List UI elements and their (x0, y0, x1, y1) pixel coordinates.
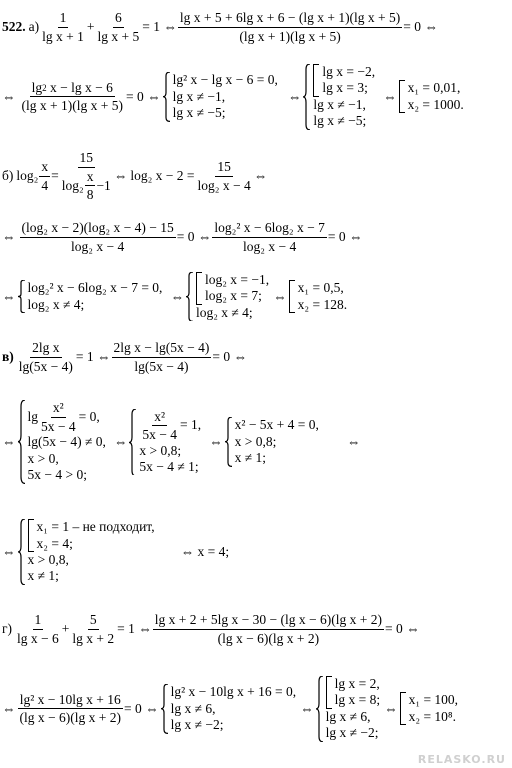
answer-line: x₂ = 10⁸. (408, 708, 457, 724)
answer-line: x₁ = 0,5, (297, 280, 344, 296)
num-part: x − lg x − 6 (46, 79, 113, 95)
system-line: log₂ x ≠ 4; (195, 304, 253, 320)
system-line: x₂ = 4; (36, 535, 73, 551)
system-line-tail: = 0, (78, 409, 100, 425)
part-v-line3 (2, 502, 229, 602)
system (161, 684, 297, 733)
equals-equiv: = 1 ⇔ (75, 349, 111, 365)
system (303, 64, 375, 130)
numerator: x (39, 159, 50, 177)
system-line: lg x ≠ −1, (172, 88, 226, 104)
answer-line: x₂ = 1000. (407, 96, 464, 112)
numerator: lg x + 2 + 5lg x − 30 − (lg x − 6)(lg x + 2) (153, 612, 384, 630)
numerator: 15 (78, 150, 96, 168)
equiv-arrow: ⇔ (287, 88, 302, 104)
log-base-2: log₂ (61, 177, 84, 193)
fraction (70, 612, 116, 646)
denominator: 5x − 4 (41, 418, 76, 434)
fraction (18, 692, 123, 726)
numerator: 15 (215, 159, 233, 177)
equals-equiv: = 1 ⇔ (142, 19, 177, 35)
watermark: RELASKO.RU (417, 753, 506, 766)
answer-line: x₂ = 128. (297, 296, 348, 312)
equiv-arrow: ⇔ (273, 288, 287, 304)
numerator: lg² x − 10lg x + 16 (18, 692, 123, 710)
fraction (112, 340, 212, 374)
part-a-line2 (2, 64, 468, 130)
problem-number: 522. (2, 19, 26, 35)
system-line: lg x = 2, (334, 676, 380, 691)
fraction (15, 612, 61, 646)
denominator: 8 (86, 187, 94, 203)
system (18, 280, 163, 313)
system-line: lg x ≠ −2; (325, 725, 379, 741)
denominator: 4 (41, 177, 49, 193)
equiv-arrow: ⇔ (253, 168, 268, 184)
denominator: (lg x + 1)(lg x + 5) (239, 28, 341, 44)
system-line: x > 0, (27, 450, 59, 466)
numerator: (log₂ x − 2)(log₂ x − 4) − 15 (20, 220, 176, 238)
fraction (85, 169, 96, 203)
system-line: x² − 5x + 4 = 0, (234, 417, 319, 433)
equiv-arrow: ⇔ (209, 434, 223, 449)
bracket-icon (400, 692, 406, 725)
equiv-arrow: ⇔ (346, 434, 361, 449)
denominator: log₂ x − 4 (243, 238, 297, 254)
numerator: 2lg x (30, 340, 61, 358)
den-tail: −1 (96, 177, 111, 193)
system (18, 400, 106, 483)
answer-set (400, 692, 458, 725)
system-line: log₂ x ≠ 4; (27, 296, 85, 312)
result: ⇔ x = 4; (180, 544, 230, 559)
equation-text: log₂ x − 2 = (130, 168, 195, 184)
brace-icon (163, 72, 171, 121)
numerator: x² (51, 400, 66, 418)
system-line: x₁ = 1 – не подходит, (36, 519, 155, 535)
denominator: log₂ x − 4 (71, 238, 125, 254)
brace-icon (303, 64, 311, 130)
numerator: 5 (88, 612, 99, 630)
numerator: lg 2 x − lg x − 6 (30, 80, 115, 98)
denominator (60, 168, 113, 203)
log-base-2: log₂ (16, 168, 39, 184)
fraction (17, 340, 75, 374)
equiv-arrow: ⇔ (170, 288, 184, 304)
denominator: 5x − 4 (142, 427, 178, 443)
denominator: lg x + 1 (42, 28, 84, 44)
numerator: log₂² x − 6log₂ x − 7 (212, 220, 326, 238)
part-v-line1 (2, 340, 247, 374)
denominator: lg(5x − 4) (18, 358, 73, 374)
fraction (20, 80, 125, 114)
system-line: lg² x − lg x − 6 = 0, (172, 72, 278, 88)
system-line: lg x ≠ −5; (172, 105, 226, 121)
part-a-label: а) (28, 19, 40, 35)
fraction (178, 10, 402, 44)
fraction (60, 150, 113, 203)
bracket-icon (28, 519, 34, 552)
system (186, 272, 269, 321)
system (129, 409, 201, 476)
equals-equiv: = 0 ⇔ (123, 700, 159, 716)
equiv-arrow: ⇔ (2, 544, 16, 559)
answer-line: x₁ = 100, (408, 692, 459, 708)
lg-func: lg (27, 409, 39, 425)
fraction (153, 612, 384, 646)
numerator: lg x + 5 + 6lg x + 6 − (lg x + 1)(lg x + 5) (178, 10, 402, 28)
system-line: lg(5x − 4) ≠ 0, (27, 434, 106, 450)
equals-equiv: = 0 ⇔ (403, 19, 438, 35)
system-line: lg x = 3; (322, 80, 368, 96)
brace-icon (186, 272, 194, 321)
equiv-arrow: ⇔ (2, 288, 16, 304)
system-line-tail: = 1, (180, 417, 202, 433)
brace-icon (18, 519, 26, 585)
brace-icon (18, 280, 26, 313)
part-b-line3 (2, 272, 351, 321)
brace-icon (18, 400, 26, 483)
equiv-arrow: ⇔ (113, 168, 128, 184)
system (225, 417, 319, 466)
system-line: log₂ x = 7; (204, 288, 262, 304)
bracket-icon (289, 280, 295, 313)
system-line: x > 0,8; (234, 433, 277, 449)
answer-line: x₁ = 0,01, (407, 80, 461, 96)
denominator: log₂ x − 4 (197, 177, 251, 193)
denominator: lg x + 5 (97, 28, 140, 44)
num-part: lg (31, 79, 43, 95)
brace-icon (316, 676, 324, 742)
equiv-arrow: ⇔ (2, 434, 16, 449)
bracket-icon (399, 80, 405, 113)
system-line: lg x = −2, (322, 64, 376, 79)
bracket-icon (313, 64, 319, 97)
denominator: (lg x + 1)(lg x + 5) (21, 98, 123, 114)
part-b-label: б) (2, 168, 14, 184)
part-g-line1 (2, 612, 420, 646)
brace-icon (129, 409, 137, 476)
part-v-line2 (2, 388, 360, 496)
system-line: lg x ≠ −5; (313, 113, 367, 129)
equiv-arrow: ⇔ (300, 700, 314, 716)
fraction (196, 159, 253, 193)
system (316, 676, 381, 742)
fraction (140, 409, 179, 443)
plus-sign: + (61, 621, 70, 637)
system-line: lg x ≠ 6, (325, 708, 371, 724)
brace-icon (161, 684, 169, 733)
system (18, 519, 155, 585)
equals-equiv: = 0 ⇔ (176, 229, 212, 245)
denominator: (lg x − 6)(lg x + 2) (19, 710, 121, 726)
equals-equiv: = 0 ⇔ (327, 229, 363, 245)
equiv-arrow: ⇔ (384, 700, 398, 716)
equiv-arrow: ⇔ (383, 88, 397, 104)
answer-set (289, 280, 347, 313)
denominator: (lg x − 6)(lg x + 2) (217, 630, 320, 646)
denominator: lg x + 2 (72, 630, 115, 646)
equals-equiv: = 0 ⇔ (125, 88, 161, 104)
equiv-arrow: ⇔ (2, 229, 16, 245)
system-line: lg x = 8; (334, 692, 381, 708)
denominator: lg x − 6 (17, 630, 59, 646)
part-g-line2 (2, 676, 462, 742)
system-line: x > 0,8, (27, 552, 69, 567)
system (163, 72, 278, 121)
system-line: log₂² x − 6log₂ x − 7 = 0, (27, 280, 163, 296)
system-line: x ≠ 1; (27, 568, 59, 584)
part-g-label: г) (2, 621, 13, 637)
fraction (39, 159, 50, 193)
fraction (20, 220, 176, 254)
equiv-arrow: ⇔ (113, 434, 128, 449)
answer-set (399, 80, 464, 113)
numerator: x² (152, 409, 167, 427)
system-line: lg² x − 10lg x + 16 = 0, (170, 684, 297, 700)
part-b-line1 (2, 150, 267, 203)
fraction (39, 400, 78, 434)
system-line: lg x ≠ −1, (313, 96, 366, 112)
system-line: x > 0,8; (139, 442, 182, 458)
system-line: 5x − 4 ≠ 1; (139, 459, 199, 475)
plus-sign: + (86, 19, 95, 35)
system-line: 5x − 4 > 0; (27, 467, 87, 483)
fraction (40, 10, 86, 44)
bracket-icon (196, 272, 202, 305)
equiv-arrow: ⇔ (2, 88, 16, 104)
fraction (96, 10, 142, 44)
brace-icon (225, 417, 233, 466)
numerator: 2lg x − lg(5x − 4) (112, 340, 212, 358)
numerator: 1 (33, 612, 44, 630)
numerator: 1 (58, 10, 69, 28)
system-line: log₂ x = −1, (204, 272, 270, 287)
numerator: 6 (113, 10, 124, 28)
equals-sign: = (51, 168, 59, 184)
equiv-arrow: ⇔ (2, 700, 16, 716)
part-a-line1 (2, 10, 438, 44)
system-line: lg x ≠ −2; (170, 717, 224, 733)
equals-equiv: = 1 ⇔ (117, 621, 152, 637)
equals-equiv: = 0 ⇔ (384, 621, 420, 637)
bracket-icon (326, 676, 332, 709)
system-line: lg x ≠ 6, (170, 700, 216, 716)
fraction (212, 220, 326, 254)
system-line: x ≠ 1; (234, 450, 267, 466)
part-v-label: в) (2, 349, 14, 365)
numerator: x (85, 169, 96, 187)
part-b-line2 (2, 220, 362, 254)
equals-equiv: = 0 ⇔ (212, 349, 248, 365)
denominator: lg(5x − 4) (134, 358, 189, 374)
